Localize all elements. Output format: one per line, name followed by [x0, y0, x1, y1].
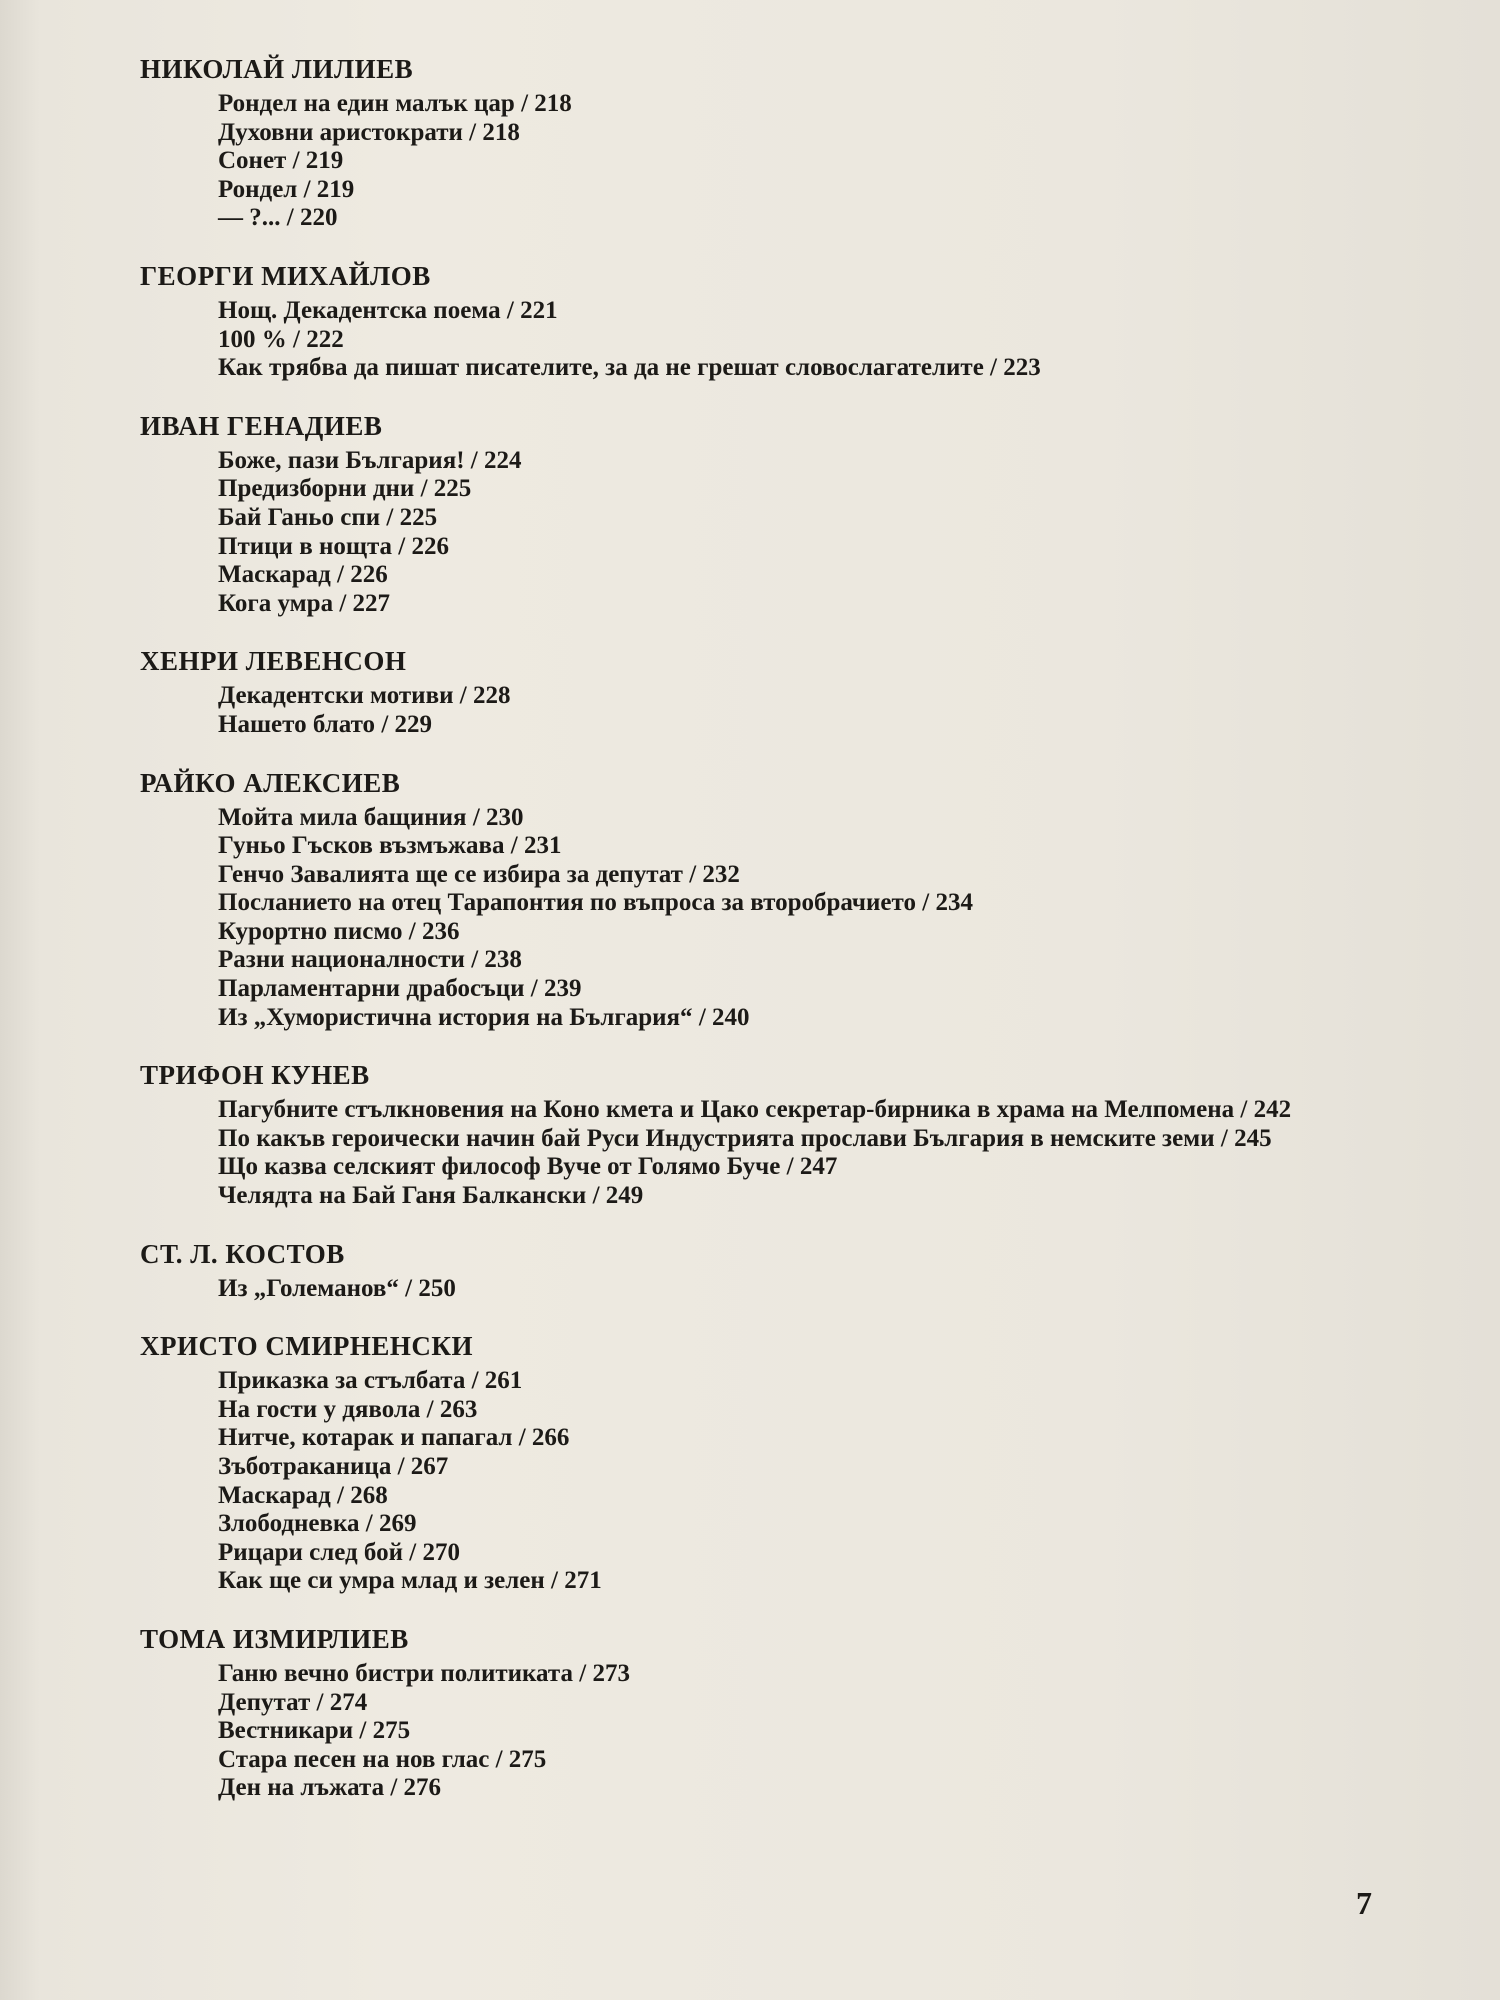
entry-page: / 218	[515, 90, 572, 117]
entry-title: Рондел	[218, 175, 298, 203]
entry-title: Рондел на един малък цар	[218, 90, 515, 117]
entry-title: Приказка за стълбата	[218, 1367, 466, 1395]
entry-page: / 275	[353, 1717, 410, 1744]
entry-title: По какъв героически начин бай Руси Индустрията прослави България в немските земи	[218, 1124, 1215, 1152]
toc-entry	[218, 1424, 1370, 1453]
toc-entry	[218, 1717, 1370, 1746]
entry-page: / 228	[453, 682, 510, 709]
toc-entry	[218, 147, 1370, 176]
entry-page: / 231	[505, 832, 562, 859]
entry-list	[218, 90, 1370, 233]
entry-title: Декадентски мотиви	[218, 682, 454, 710]
entry-title: Вестникари	[218, 1717, 354, 1745]
entry-page: / 266	[512, 1424, 569, 1451]
entry-page: / 276	[384, 1774, 441, 1801]
author-name: ИВАН ГЕНАДИЕВ	[140, 410, 383, 441]
entry-title: Как трябва да пишат писателите, за да не грешат словослагателите	[218, 354, 984, 382]
entry-title: На гости у дявола	[218, 1395, 421, 1423]
entry-page: / 225	[380, 504, 437, 531]
entry-page: / 274	[310, 1689, 367, 1716]
entry-title: Депутат	[218, 1688, 311, 1716]
toc-entry	[218, 1510, 1370, 1539]
entry-page: / 232	[683, 861, 740, 888]
entry-title: Парламентарни драбосъци	[218, 975, 525, 1003]
toc-entry	[218, 1660, 1370, 1689]
entry-title: Мойта мила бащиния	[218, 803, 467, 831]
entry-title: Бай Ганьо спи	[218, 503, 381, 531]
entry-page: / 261	[465, 1367, 522, 1394]
entry-page: / 267	[391, 1453, 448, 1480]
author-name: НИКОЛАЙ ЛИЛИЕВ	[140, 54, 414, 84]
toc-entry	[218, 1453, 1370, 1482]
entry-title: Кога умра	[218, 589, 334, 617]
toc-entry	[218, 1774, 1370, 1803]
entry-page: / 225	[414, 475, 471, 502]
entry-title: Сонет	[218, 147, 287, 175]
entry-page: / 224	[465, 447, 522, 474]
entry-page: / 273	[573, 1660, 630, 1687]
toc-entry	[218, 533, 1370, 562]
entry-title: Духовни аристократи	[218, 118, 463, 146]
entry-page: / 245	[1215, 1125, 1272, 1152]
toc-entry	[218, 326, 1370, 355]
entry-title: Стара песен на нов глас	[218, 1745, 490, 1773]
toc-entry	[218, 590, 1370, 619]
entry-list	[218, 297, 1370, 383]
toc-entry	[218, 804, 1370, 833]
author-section	[140, 1329, 1370, 1596]
entry-page: / 223	[984, 354, 1041, 381]
entry-page: / 271	[545, 1567, 602, 1594]
toc-entry	[218, 1396, 1370, 1425]
entry-page: / 270	[403, 1539, 460, 1566]
entry-title: Из „Големанов“	[218, 1274, 399, 1302]
entry-title: Птици в нощта	[218, 532, 393, 560]
toc-entry	[218, 119, 1370, 148]
author-section	[140, 644, 1370, 739]
toc-entry	[218, 475, 1370, 504]
page-number: 7	[1356, 1885, 1372, 1921]
entry-list	[218, 1275, 1370, 1304]
toc-entry	[218, 1746, 1370, 1775]
entry-title: Ден на лъжата	[218, 1774, 385, 1802]
toc-entry	[218, 1482, 1370, 1511]
toc-entry	[218, 561, 1370, 590]
entry-title: Предизборни дни	[218, 475, 415, 503]
entry-page: / 227	[333, 590, 390, 617]
entry-page: / 242	[1234, 1096, 1291, 1123]
entry-title: Челядта на Бай Ганя Балкански	[218, 1182, 587, 1210]
author-section	[140, 1622, 1370, 1803]
toc-entry	[218, 975, 1370, 1004]
toc-entry	[218, 711, 1370, 740]
entry-page: / 240	[693, 1004, 750, 1031]
entry-title: Гуньо Гъсков възмъжава	[218, 832, 505, 860]
entry-page: / 234	[916, 889, 973, 916]
toc-entry	[218, 504, 1370, 533]
entry-title: Генчо Завалията ще се избира за депутат	[218, 860, 683, 888]
entry-title: Разни националности	[218, 946, 465, 974]
entry-list	[218, 682, 1370, 739]
entry-title: Маскарад	[218, 561, 331, 589]
entry-page: / 226	[331, 561, 388, 588]
entry-page: / 250	[399, 1275, 456, 1302]
entry-page: / 269	[360, 1510, 417, 1537]
toc-entry	[218, 1367, 1370, 1396]
entry-page: / 263	[420, 1396, 477, 1423]
entry-title: Злободневка	[218, 1510, 360, 1538]
entry-page: / 222	[287, 326, 344, 353]
toc-entry	[218, 354, 1370, 383]
entry-title: — ?...	[218, 204, 281, 232]
toc-entry	[218, 1567, 1370, 1596]
author-name: ТРИФОН КУНЕВ	[140, 1060, 370, 1091]
entry-title: Маскарад	[218, 1481, 331, 1509]
entry-title: Нощ. Декадентска поема	[218, 296, 501, 324]
entry-list	[218, 804, 1370, 1033]
entry-title: Зъботраканица	[218, 1453, 392, 1480]
entry-title: 100 %	[218, 325, 287, 353]
entry-page: / 275	[489, 1746, 546, 1773]
table-of-contents	[140, 52, 1370, 1829]
entry-page: / 236	[403, 918, 460, 945]
entry-page: / 268	[331, 1482, 388, 1509]
entry-page: / 220	[281, 204, 338, 231]
author-section	[140, 259, 1370, 383]
toc-entry	[218, 832, 1370, 861]
toc-entry	[218, 1539, 1370, 1568]
entry-page: / 219	[297, 176, 354, 203]
author-name: ТОМА ИЗМИРЛИЕВ	[140, 1623, 409, 1654]
entry-title: Как ще си умра млад и зелен	[218, 1567, 545, 1595]
entry-page: / 221	[501, 297, 558, 324]
author-name: ХЕНРИ ЛЕВЕНСОН	[140, 646, 407, 677]
toc-entry	[218, 447, 1370, 476]
entry-title: Посланието на отец Тарапонтия по въпроса за второбрачието	[218, 889, 916, 917]
toc-entry	[218, 1004, 1370, 1033]
author-section	[140, 1237, 1370, 1304]
entry-page: / 229	[375, 711, 432, 738]
entry-list	[218, 1096, 1370, 1210]
toc-entry	[218, 889, 1370, 918]
entry-page: / 219	[286, 147, 343, 174]
entry-title: Боже, пази България!	[218, 446, 465, 474]
entry-title: Курортно писмо	[218, 917, 403, 945]
entry-title: Из „Хумористична история на България“	[218, 1003, 693, 1031]
author-section	[140, 409, 1370, 619]
toc-entry	[218, 946, 1370, 975]
entry-page: / 249	[586, 1182, 643, 1209]
author-name: ГЕОРГИ МИХАЙЛОВ	[140, 260, 431, 291]
entry-title: Пагубните стълкновения на Коно кмета и Цако секретар-бирника в храма на Мелпомена	[218, 1096, 1235, 1124]
entry-page: / 226	[392, 533, 449, 560]
toc-entry	[218, 682, 1370, 711]
author-section	[140, 1058, 1370, 1210]
entry-page: / 238	[465, 946, 522, 973]
author-name: ХРИСТО СМИРНЕНСКИ	[140, 1331, 473, 1362]
toc-entry	[218, 1689, 1370, 1718]
entry-page: / 218	[463, 119, 520, 146]
entry-list	[218, 1367, 1370, 1596]
entry-list	[218, 1660, 1370, 1803]
toc-entry	[218, 1275, 1370, 1304]
entry-page: / 247	[780, 1153, 837, 1180]
toc-entry	[218, 861, 1370, 890]
toc-entry	[218, 90, 1370, 119]
entry-list	[218, 447, 1370, 619]
toc-entry	[218, 1125, 1370, 1154]
toc-entry	[218, 1096, 1370, 1125]
entry-page: / 230	[467, 804, 524, 831]
entry-page: / 239	[525, 975, 582, 1002]
toc-entry	[218, 176, 1370, 205]
author-section	[140, 52, 1370, 233]
author-name: РАЙКО АЛЕКСИЕВ	[140, 767, 401, 798]
entry-title: Нашето блато	[218, 710, 376, 738]
toc-entry	[218, 1153, 1370, 1182]
author-section	[140, 766, 1370, 1033]
author-name: СТ. Л. КОСТОВ	[140, 1238, 345, 1269]
entry-title: Рицари след бой	[218, 1538, 403, 1566]
toc-entry	[218, 297, 1370, 326]
entry-title: Нитче, котарак и папагал	[218, 1424, 513, 1452]
toc-entry	[218, 918, 1370, 947]
toc-entry	[218, 1182, 1370, 1211]
entry-title: Ганю вечно бистри политиката	[218, 1659, 573, 1687]
entry-title: Що казва селският философ Вуче от Голямо Буче	[218, 1153, 781, 1181]
toc-entry	[218, 204, 1370, 233]
